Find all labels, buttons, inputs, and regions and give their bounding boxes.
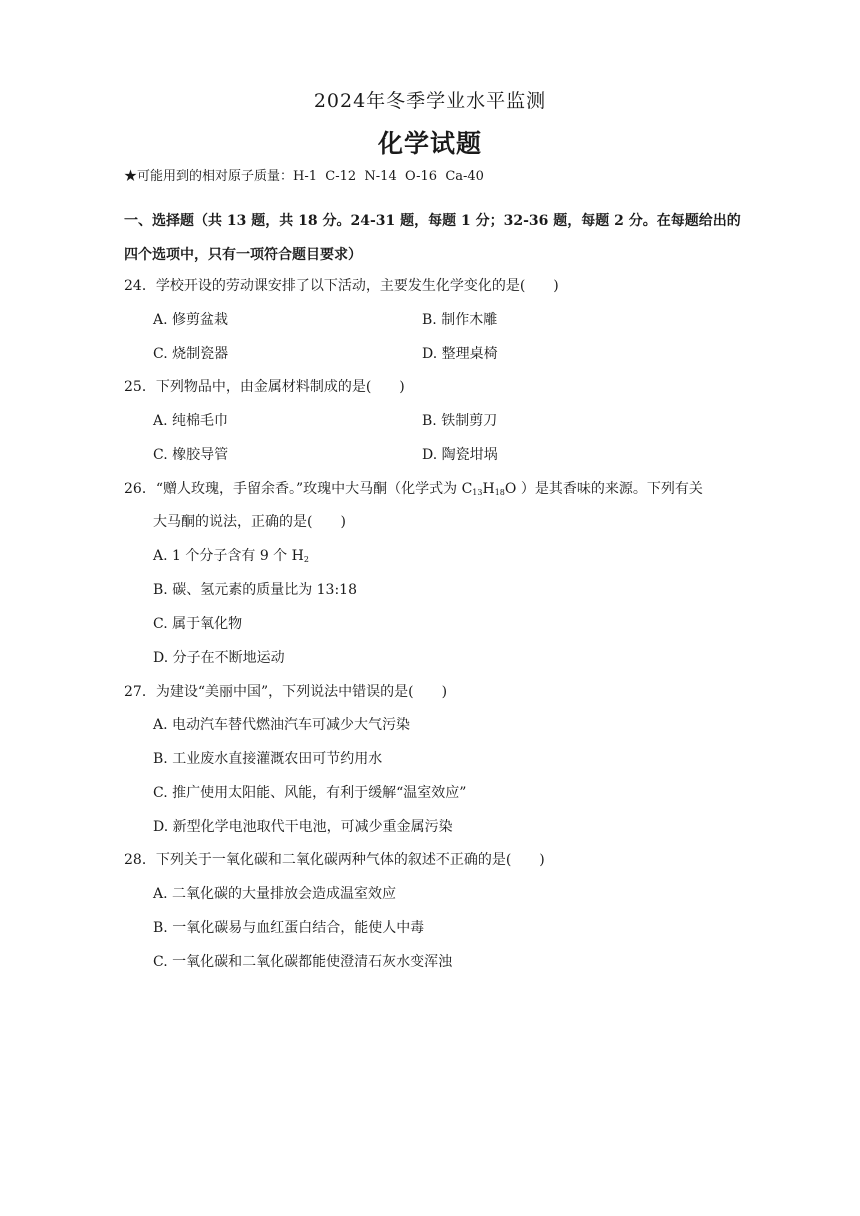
- atomic-masses-note: ★可能用到的相对原子质量：H-1 C-12 N-14 O-16 Ca-40: [124, 169, 484, 184]
- question-26-stem-pre: 26．“赠人玫瑰，手留余香。”玫瑰中大马酮（化学式为 C: [124, 481, 473, 497]
- question-27-stem: 27．为建设“美丽中国”，下列说法中错误的是( ): [124, 684, 448, 700]
- question-25-option-a: A. 纯棉毛巾: [153, 413, 229, 429]
- exam-title: 2024年冬季学业水平监测: [313, 90, 547, 112]
- question-24-stem: 24．学校开设的劳动课安排了以下活动，主要发生化学变化的是( ): [124, 278, 559, 294]
- question-24-option-c: C. 烧制瓷器: [153, 346, 229, 362]
- section-heading-line-1: 一、选择题（共 13 题，共 18 分。24-31 题，每题 1 分；32-36 题，每题 2 分。在每题给出的: [124, 213, 741, 229]
- question-28-option-c: C. 一氧化碳和二氧化碳都能使澄清石灰水变浑浊: [153, 954, 453, 970]
- subject-title: 化学试题: [377, 129, 482, 158]
- section-heading: [124, 204, 744, 272]
- formula-subscript-h2: 2: [303, 555, 309, 564]
- question-27-option-d: D. 新型化学电池取代干电池，可减少重金属污染: [153, 819, 453, 835]
- question-26-option-a: [153, 545, 309, 565]
- section-heading-line-2: 四个选项中，只有一项符合题目要求）: [124, 247, 362, 263]
- question-25-option-c: C. 橡胶导管: [153, 447, 229, 463]
- question-24-option-d: D. 整理桌椅: [422, 346, 498, 362]
- question-27-option-c: C. 推广使用太阳能、风能，有利于缓解“温室效应”: [153, 785, 467, 801]
- question-27-option-b: B. 工业废水直接灌溉农田可节约用水: [153, 751, 383, 767]
- question-25-stem: 25．下列物品中，由金属材料制成的是( ): [124, 379, 405, 395]
- question-26-option-b: B. 碳、氢元素的质量比为 13:18: [153, 582, 357, 598]
- formula-hydrogen: H: [482, 481, 495, 497]
- question-26-stem-line-2: 大马酮的说法，正确的是( ): [153, 514, 346, 530]
- question-24-option-a: A. 修剪盆栽: [153, 312, 229, 328]
- question-28-stem: 28．下列关于一氧化碳和二氧化碳两种气体的叙述不正确的是( ): [124, 852, 545, 868]
- question-24-option-b: B. 制作木雕: [422, 312, 498, 328]
- formula-subscript-hydrogen: 18: [494, 488, 505, 497]
- question-25-option-d: D. 陶瓷坩埚: [422, 447, 498, 463]
- question-26-option-d: D. 分子在不断地运动: [153, 650, 285, 666]
- question-27-option-a: A. 电动汽车替代燃油汽车可减少大气污染: [153, 717, 411, 733]
- question-28-option-b: B. 一氧化碳易与血红蛋白结合，能使人中毒: [153, 920, 425, 936]
- question-28-option-a: A. 二氧化碳的大量排放会造成温室效应: [153, 886, 397, 902]
- question-26-option-a-text: A. 1 个分子含有 9 个 H: [153, 548, 304, 564]
- formula-subscript-carbon: 13: [472, 488, 483, 497]
- question-26-stem-post: O ）是其香味的来源。下列有关: [504, 481, 703, 497]
- question-26-option-c: C. 属于氧化物: [153, 616, 243, 632]
- question-25-option-b: B. 铁制剪刀: [422, 413, 498, 429]
- question-26-stem-line-1: [124, 478, 703, 498]
